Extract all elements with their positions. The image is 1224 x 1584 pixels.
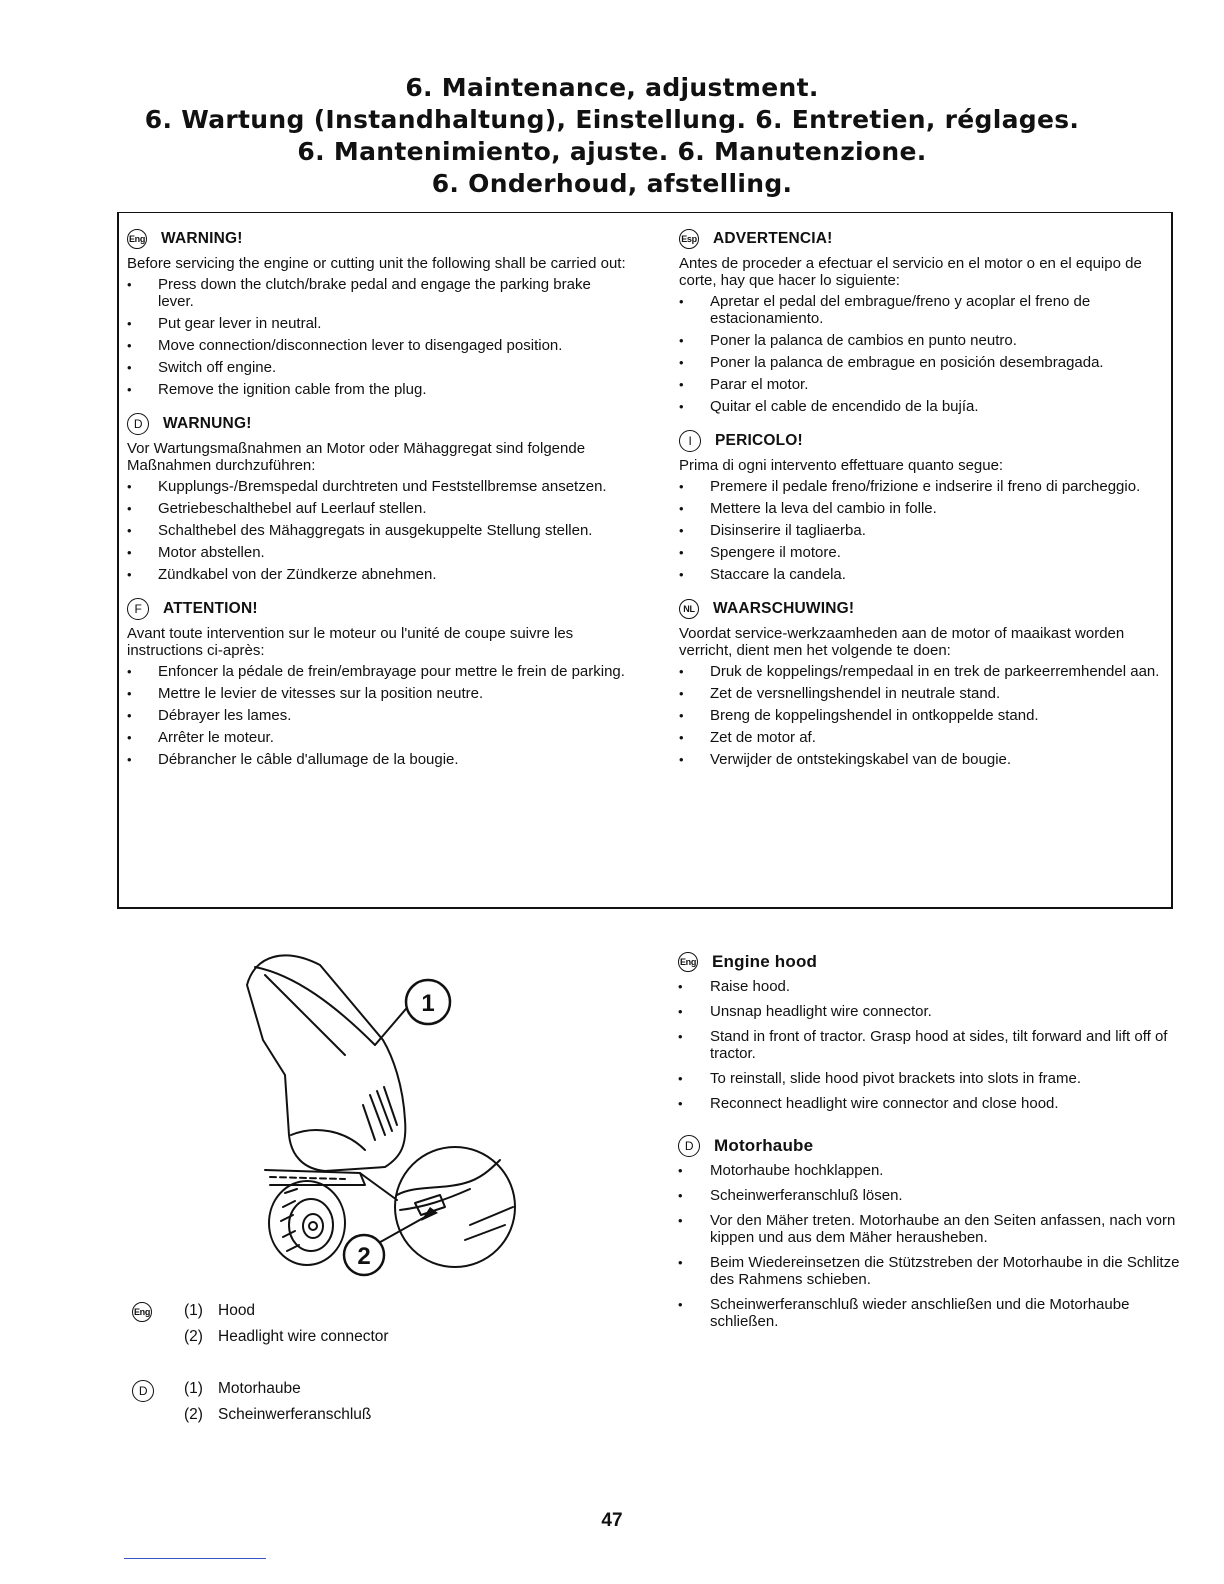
warning-section-es: [679, 227, 1164, 415]
hood-illustration: [225, 945, 525, 1280]
list-item: • Débrayer les lames.: [127, 707, 627, 724]
list-item: • Kupplungs-/Bremspedal durchtreten und Feststellbremse ansetzen.: [127, 478, 627, 495]
list-item: • Scheinwerferanschluß lösen.: [678, 1187, 1188, 1204]
section-heading: [678, 950, 1188, 974]
section-heading: [679, 597, 1164, 621]
list-item: • Arrêter le moteur.: [127, 729, 627, 746]
list-item: • Mettere la leva del cambio in folle.: [679, 500, 1164, 517]
section-title: ADVERTENCIA!: [713, 230, 833, 247]
list-item: • Getriebeschalthebel auf Leerlauf stellen.: [127, 500, 627, 517]
language-badge-icon: I: [679, 430, 701, 452]
section-intro: Avant toute intervention sur le moteur ou l'unité de coupe suivre les instructions ci-après:: [127, 625, 574, 659]
title-dutch: 6. Onderhoud, afstelling.: [431, 169, 793, 198]
list-item: • Premere il pedale freno/frizione e indserire il freno di parcheggio.: [679, 478, 1164, 495]
language-badge-icon: Eng: [678, 952, 698, 972]
section-intro: Vor Wartungsmaßnahmen an Motor oder Mähaggregat sind folgende Maßnahmen durchzuführen:: [127, 440, 586, 474]
warning-section-nl: [679, 597, 1164, 768]
list-item: • Schalthebel des Mähaggregats in ausgekuppelte Stellung stellen.: [127, 522, 627, 539]
list-item: • Breng de koppelingshendel in ontkoppelde stand.: [679, 707, 1164, 724]
legend-row: [132, 1406, 552, 1432]
list-item: • Raise hood.: [678, 978, 1188, 995]
section-title: WAARSCHUWING!: [713, 600, 855, 617]
language-badge-icon: D: [127, 413, 149, 435]
list-item: • Zündkabel von der Zündkerze abnehmen.: [127, 566, 627, 583]
section-heading: [127, 597, 627, 621]
list-item: • Poner la palanca de cambios en punto neutro.: [679, 332, 1164, 349]
language-badge-icon: Eng: [132, 1302, 152, 1322]
section-intro: Prima di ogni intervento effettuare quanto segue:: [679, 457, 1004, 474]
warning-section-it: [679, 429, 1164, 583]
language-badge-icon: D: [678, 1135, 700, 1157]
list-item: • Put gear lever in neutral.: [127, 315, 627, 332]
legend-text: Headlight wire connector: [218, 1328, 389, 1345]
section-title: WARNING!: [161, 230, 243, 247]
section-heading: [127, 412, 627, 436]
page-number: 47: [601, 1510, 623, 1531]
list-item: • Enfoncer la pédale de frein/embrayage pour mettre le frein de parking.: [127, 663, 627, 680]
callout-2-label: 2: [357, 1243, 371, 1270]
bullet-list: [127, 663, 627, 768]
legend-row: [132, 1380, 552, 1406]
section-title: PERICOLO!: [715, 432, 803, 449]
section-title: Engine hood: [712, 952, 818, 971]
bullet-list: [679, 663, 1164, 768]
list-item: • Disinserire il tagliaerba.: [679, 522, 1164, 539]
bullet-list: [678, 1162, 1188, 1330]
list-item: • Reconnect headlight wire connector and close hood.: [678, 1095, 1188, 1112]
section-title: WARNUNG!: [163, 415, 252, 432]
legend-de: [132, 1380, 552, 1432]
section-intro: Before servicing the engine or cutting unit the following shall be carried out:: [127, 255, 626, 272]
bullet-list: [679, 293, 1164, 415]
list-item: • Motor abstellen.: [127, 544, 627, 561]
language-badge-icon: Eng: [127, 229, 147, 249]
engine-hood-instructions: [678, 950, 1188, 1344]
warning-section-en: [127, 227, 627, 398]
section-heading: [127, 227, 627, 251]
list-item: • Beim Wiedereinsetzen die Stützstreben der Motorhaube in die Schlitze des Rahmens schieben.: [678, 1254, 1188, 1288]
list-item: • Poner la palanca de embrague en posición desembragada.: [679, 354, 1164, 371]
warning-box: [117, 212, 1173, 909]
language-badge-icon: NL: [679, 599, 699, 619]
list-item: • Staccare la candela.: [679, 566, 1164, 583]
section-title: Motorhaube: [714, 1136, 814, 1155]
legend-en: [132, 1302, 552, 1354]
list-item: • Unsnap headlight wire connector.: [678, 1003, 1188, 1020]
list-item: • Motorhaube hochklappen.: [678, 1162, 1188, 1179]
bullet-list: [127, 478, 627, 583]
section-heading: [679, 429, 1164, 453]
hood-section-de: [678, 1134, 1188, 1330]
warning-column-left: [127, 227, 627, 782]
bullet-list: [679, 478, 1164, 583]
list-item: • Zet de versnellingshendel in neutrale stand.: [679, 685, 1164, 702]
legend-row: [132, 1328, 552, 1354]
list-item: • Verwijder de ontstekingskabel van de bougie.: [679, 751, 1164, 768]
legend-text: Scheinwerferanschluß: [218, 1406, 372, 1423]
section-title: ATTENTION!: [163, 600, 258, 617]
list-item: • Scheinwerferanschluß wieder anschließen und die Motorhaube schließen.: [678, 1296, 1188, 1330]
list-item: • Press down the clutch/brake pedal and engage the parking brake lever.: [127, 276, 627, 310]
title-english: 6. Maintenance, adjustment.: [405, 73, 819, 102]
list-item: • Parar el motor.: [679, 376, 1164, 393]
legend-number: (2): [184, 1328, 203, 1345]
hood-section-en: [678, 950, 1188, 1112]
title-german-french: 6. Wartung (Instandhaltung), Einstellung. 6. Entretien, réglages.: [144, 105, 1080, 134]
list-item: • Stand in front of tractor. Grasp hood at sides, tilt forward and lift off of tractor.: [678, 1028, 1188, 1062]
section-intro: Antes de proceder a efectuar el servicio en el motor o en el equipo de corte, hay que hacer lo siguiente:: [679, 255, 1142, 289]
legend-text: Hood: [218, 1302, 256, 1319]
legend-row: [132, 1302, 552, 1328]
list-item: • Remove the ignition cable from the plug.: [127, 381, 627, 398]
list-item: • Druk de koppelings/rempedaal in en trek de parkeerremhendel aan.: [679, 663, 1164, 680]
warning-section-fr: [127, 597, 627, 768]
language-badge-icon: D: [132, 1380, 154, 1402]
bullet-list: [127, 276, 627, 398]
section-intro: Voordat service-werkzaamheden aan de motor of maaikast worden verricht, dient men het volgende te doen:: [679, 625, 1125, 659]
list-item: • Mettre le levier de vitesses sur la position neutre.: [127, 685, 627, 702]
list-item: • Move connection/disconnection lever to disengaged position.: [127, 337, 627, 354]
list-item: • Débrancher le câble d'allumage de la bougie.: [127, 751, 627, 768]
page-titles: [0, 72, 1224, 200]
list-item: • Quitar el cable de encendido de la bujía.: [679, 398, 1164, 415]
list-item: • Vor den Mäher treten. Motorhaube an den Seiten anfassen, nach vorn kippen und aus dem Mäher herausheben.: [678, 1212, 1188, 1246]
callout-1-label: 1: [421, 990, 435, 1017]
list-item: • Spengere il motore.: [679, 544, 1164, 561]
list-item: • Apretar el pedal del embrague/freno y acoplar el freno de estacionamiento.: [679, 293, 1164, 327]
list-item: • Switch off engine.: [127, 359, 627, 376]
legend-number: (1): [184, 1302, 203, 1319]
warning-column-right: [679, 227, 1164, 782]
section-heading: [679, 227, 1164, 251]
list-item: • To reinstall, slide hood pivot brackets into slots in frame.: [678, 1070, 1188, 1087]
legend-text: Motorhaube: [218, 1380, 301, 1397]
section-heading: [678, 1134, 1188, 1158]
title-spanish-italian: 6. Mantenimiento, ajuste. 6. Manutenzione.: [297, 137, 927, 166]
footer-divider: [124, 1558, 266, 1559]
warning-section-de: [127, 412, 627, 583]
legend-number: (1): [184, 1380, 203, 1397]
list-item: • Zet de motor af.: [679, 729, 1164, 746]
hood-top-ridge: [255, 967, 375, 1045]
bullet-list: [678, 978, 1188, 1112]
hood-outline: [247, 955, 405, 1171]
language-badge-icon: F: [127, 598, 149, 620]
language-badge-icon: Esp: [679, 229, 699, 249]
legend-number: (2): [184, 1406, 203, 1423]
